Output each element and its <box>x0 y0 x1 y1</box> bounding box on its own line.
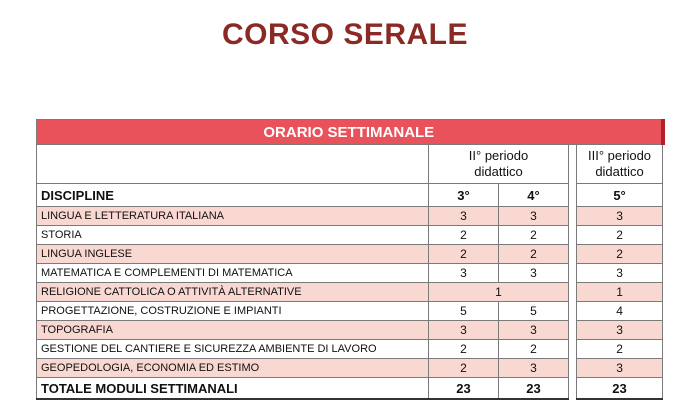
column-gap <box>569 184 577 207</box>
hours-year-3: 3 <box>429 264 499 283</box>
page-title: CORSO SERALE <box>221 18 469 51</box>
table-row <box>37 321 663 340</box>
col-year-3: 3° <box>429 184 499 207</box>
total-year-4: 23 <box>499 378 569 400</box>
total-row <box>37 378 663 400</box>
discipline-name: RELIGIONE CATTOLICA O ATTIVITÀ ALTERNATIVE <box>37 283 429 302</box>
table-row <box>37 359 663 378</box>
hours-year-5: 2 <box>577 226 663 245</box>
column-gap <box>569 321 577 340</box>
hours-year-4: 2 <box>499 340 569 359</box>
hours-year-5: 4 <box>577 302 663 321</box>
hours-year-3: 2 <box>429 359 499 378</box>
hours-year-4: 3 <box>499 359 569 378</box>
discipline-name: TOPOGRAFIA <box>37 321 429 340</box>
col-year-5: 5° <box>577 184 663 207</box>
discipline-name: LINGUA INGLESE <box>37 245 429 264</box>
hours-year-4: 3 <box>499 207 569 226</box>
hours-year-5: 3 <box>577 264 663 283</box>
col-year-4: 4° <box>499 184 569 207</box>
column-gap <box>569 378 577 400</box>
column-gap <box>569 302 577 321</box>
table-row <box>37 207 663 226</box>
table-row <box>37 264 663 283</box>
discipline-name: GEOPEDOLOGIA, ECONOMIA ED ESTIMO <box>37 359 429 378</box>
hours-year-4: 5 <box>499 302 569 321</box>
column-gap <box>569 145 577 184</box>
table-row <box>37 302 663 321</box>
period-2-label: II° periodo didattico <box>429 145 569 184</box>
hours-year-4: 2 <box>499 226 569 245</box>
total-label: TOTALE MODULI SETTIMANALI <box>37 378 429 400</box>
hours-year-3: 3 <box>429 321 499 340</box>
hours-year-4: 3 <box>499 321 569 340</box>
period-blank-cell <box>37 145 429 184</box>
hours-year-3-4: 1 <box>429 283 569 302</box>
hours-year-5: 3 <box>577 321 663 340</box>
table-row <box>37 283 663 302</box>
hours-year-4: 2 <box>499 245 569 264</box>
table-header-row <box>37 120 663 145</box>
hours-year-5: 2 <box>577 340 663 359</box>
hours-year-5: 2 <box>577 245 663 264</box>
discipline-name: MATEMATICA E COMPLEMENTI DI MATEMATICA <box>37 264 429 283</box>
hours-year-5: 3 <box>577 207 663 226</box>
column-gap <box>569 226 577 245</box>
table-row <box>37 245 663 264</box>
discipline-name: STORIA <box>37 226 429 245</box>
column-gap <box>569 283 577 302</box>
column-gap <box>569 264 577 283</box>
hours-year-3: 5 <box>429 302 499 321</box>
table-row <box>37 340 663 359</box>
period-3-label: III° periodo didattico <box>577 145 663 184</box>
column-header-row <box>37 184 663 207</box>
hours-year-3: 2 <box>429 245 499 264</box>
column-gap <box>569 207 577 226</box>
discipline-name: LINGUA E LETTERATURA ITALIANA <box>37 207 429 226</box>
total-year-3: 23 <box>429 378 499 400</box>
table-row <box>37 226 663 245</box>
schedule-table <box>36 119 665 400</box>
total-year-5: 23 <box>577 378 663 400</box>
hours-year-3: 2 <box>429 340 499 359</box>
hours-year-5: 3 <box>577 359 663 378</box>
column-gap <box>569 340 577 359</box>
period-row <box>37 145 663 184</box>
table-header: ORARIO SETTIMANALE <box>37 120 663 145</box>
hours-year-3: 2 <box>429 226 499 245</box>
discipline-name: GESTIONE DEL CANTIERE E SICUREZZA AMBIENTE DI LAVORO <box>37 340 429 359</box>
hours-year-5: 1 <box>577 283 663 302</box>
column-gap <box>569 245 577 264</box>
hours-year-4: 3 <box>499 264 569 283</box>
hours-year-3: 3 <box>429 207 499 226</box>
column-gap <box>569 359 577 378</box>
col-discipline: DISCIPLINE <box>37 184 429 207</box>
discipline-name: PROGETTAZIONE, COSTRUZIONE E IMPIANTI <box>37 302 429 321</box>
